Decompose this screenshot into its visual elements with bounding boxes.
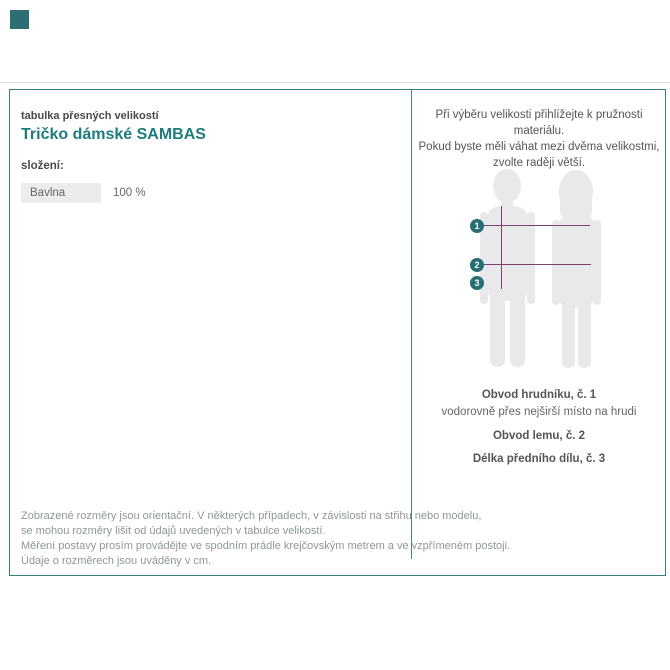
- measurement-note-chest: vodorovně přes nejširší místo na hrudi: [441, 406, 637, 418]
- composition-label: složení:: [21, 160, 64, 172]
- sizing-advice-line: Pokud byste měli váhat mezi dvěma velikostmi,: [418, 141, 660, 153]
- measurement-label-front-length: Délka předního dílu, č. 3: [472, 453, 606, 465]
- measure-marker-3: 3: [470, 276, 484, 290]
- material-percent-value: 100 %: [113, 187, 146, 199]
- brand-logo-square: [10, 10, 29, 29]
- disclaimer-line: se mohou rozměry lišit od údajů uvedených v tabulce velikostí.: [21, 525, 326, 537]
- front-length-measure-line: [501, 206, 502, 289]
- chest-measure-line: [478, 225, 590, 226]
- measure-marker-1: 1: [470, 219, 484, 233]
- sizing-advice-line: Při výběru velikosti přihlížejte k pružnosti materiálu.: [435, 109, 643, 137]
- body-silhouettes-illustration: [470, 160, 630, 390]
- measurement-label-chest: Obvod hrudníku, č. 1: [481, 389, 597, 401]
- page-top-divider: [0, 82, 670, 83]
- disclaimer-line: Měření postavy prosím provádějte ve spodním prádle krejčovským metrem a ve vzpřímeném postoji.: [21, 540, 511, 552]
- panel-subtitle: tabulka přesných velikostí: [21, 110, 159, 122]
- disclaimer-line: Údaje o rozměrech jsou uváděny v cm.: [21, 555, 212, 567]
- measure-marker-2: 2: [470, 258, 484, 272]
- disclaimer-text: [21, 509, 510, 569]
- sizing-advice-line: zvolte raději větší.: [492, 157, 586, 169]
- hem-measure-line: [478, 264, 591, 265]
- disclaimer-line: Zobrazené rozměry jsou orientační. V některých případech, v závislosti na střihu nebo modelu,: [21, 510, 482, 522]
- material-name-cell: Bavlna: [21, 183, 101, 203]
- measurement-label-hem: Obvod lemu, č. 2: [492, 430, 586, 442]
- product-title: Tričko dámské SAMBAS: [21, 126, 206, 143]
